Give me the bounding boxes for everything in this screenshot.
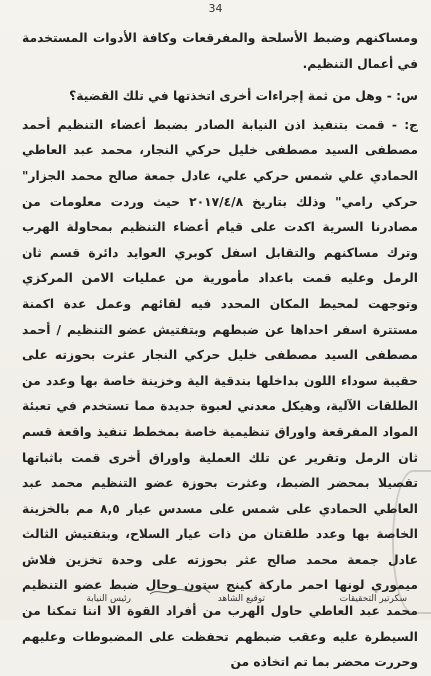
footer-prosecution-label: رئيس النيابة xyxy=(86,594,131,604)
paragraph-question: س: - وهل من ثمة إجراءات أخرى اتخذتها في تلك القضية؟ xyxy=(69,89,418,104)
page-number: 34 xyxy=(208,2,223,15)
signature-footer xyxy=(0,594,431,614)
document-body xyxy=(22,26,418,676)
footer-investigator-label: سكرتير التحقيقات xyxy=(339,594,407,604)
official-seal xyxy=(392,470,431,614)
footer-witness-label: توقيع الشاهد xyxy=(217,594,265,604)
paragraph-continuation: ومساكنهم وضبط الأسلحة والمفرقعات وكافة الأدوات المستخدمة في أعمال التنظيم. xyxy=(22,31,418,71)
paragraph-answer: ج: - قمت بتنفيذ اذن النيابة الصادر بضبط أعضاء التنظيم أحمد مصطفى السيد مصطفى خليل حركي النجار، محمد عبد العاطي الحمادي علي شمس حركي علي، عادل جمعة صالح محمد الجزار" حركي رامي" وذلك بتاريخ ٢٠١٧/٤/٨ حيث وردت معلومات من مصادرنا السرية اكدت على قيام أعضاء التنظيم بمحاولة الهرب وترك مساكنهم والتقابل اسفل كوبري العوايد دائرة قسم ثان الرمل وعليه قمت باعداد مأمورية من عمليات الامن المركزي وتوجهت لمحيط المكان المحدد فيه لقائهم وعمل عدة اكمنة مستترة اسفر احداها عن ضبطهم وبتفتيش عضو التنظيم / أحمد مصطفى السيد مصطفى خليل حركي النجار عثرت بحوزته على حقيبة سوداء اللون بداخلها بندقية الية وخزينة خاصة بها وعدد من الطلقات الآلية، وهيكل معدني لعبوة جديدة مما تستخدم في تعبئة المواد المفرقعة واوراق تنظيمية خاصة بمخطط تنفيذ واقعة قسم ثان الرمل وتقرير عن تلك العملية واوراق أخرى قمت باثباتها تفصيلا بمحضر الضبط، وعثرت بحوزة عضو التنظيم محمد عبد العاطي الحمادي على شمس على مسدس عيار ٨,٥ مم بالخزينة الخاصة بها وعدد طلقتان من ذات عيار السلاح، وبتفتيش الثالث عادل جمعة محمد صالح عثر بحوزته على وحدة تخزين فلاش ميموري لونها احمر ماركة كينج ستون وحال ضبط عضو التنظيم محمد عبد العاطي حاول الهرب من أفراد القوة الا اننا تمكنا من السيطرة عليه وعقب ضبطهم تحفظت على المضبوطات وعليهم وحررت محضر بما تم اتخاذه من xyxy=(22,117,419,670)
